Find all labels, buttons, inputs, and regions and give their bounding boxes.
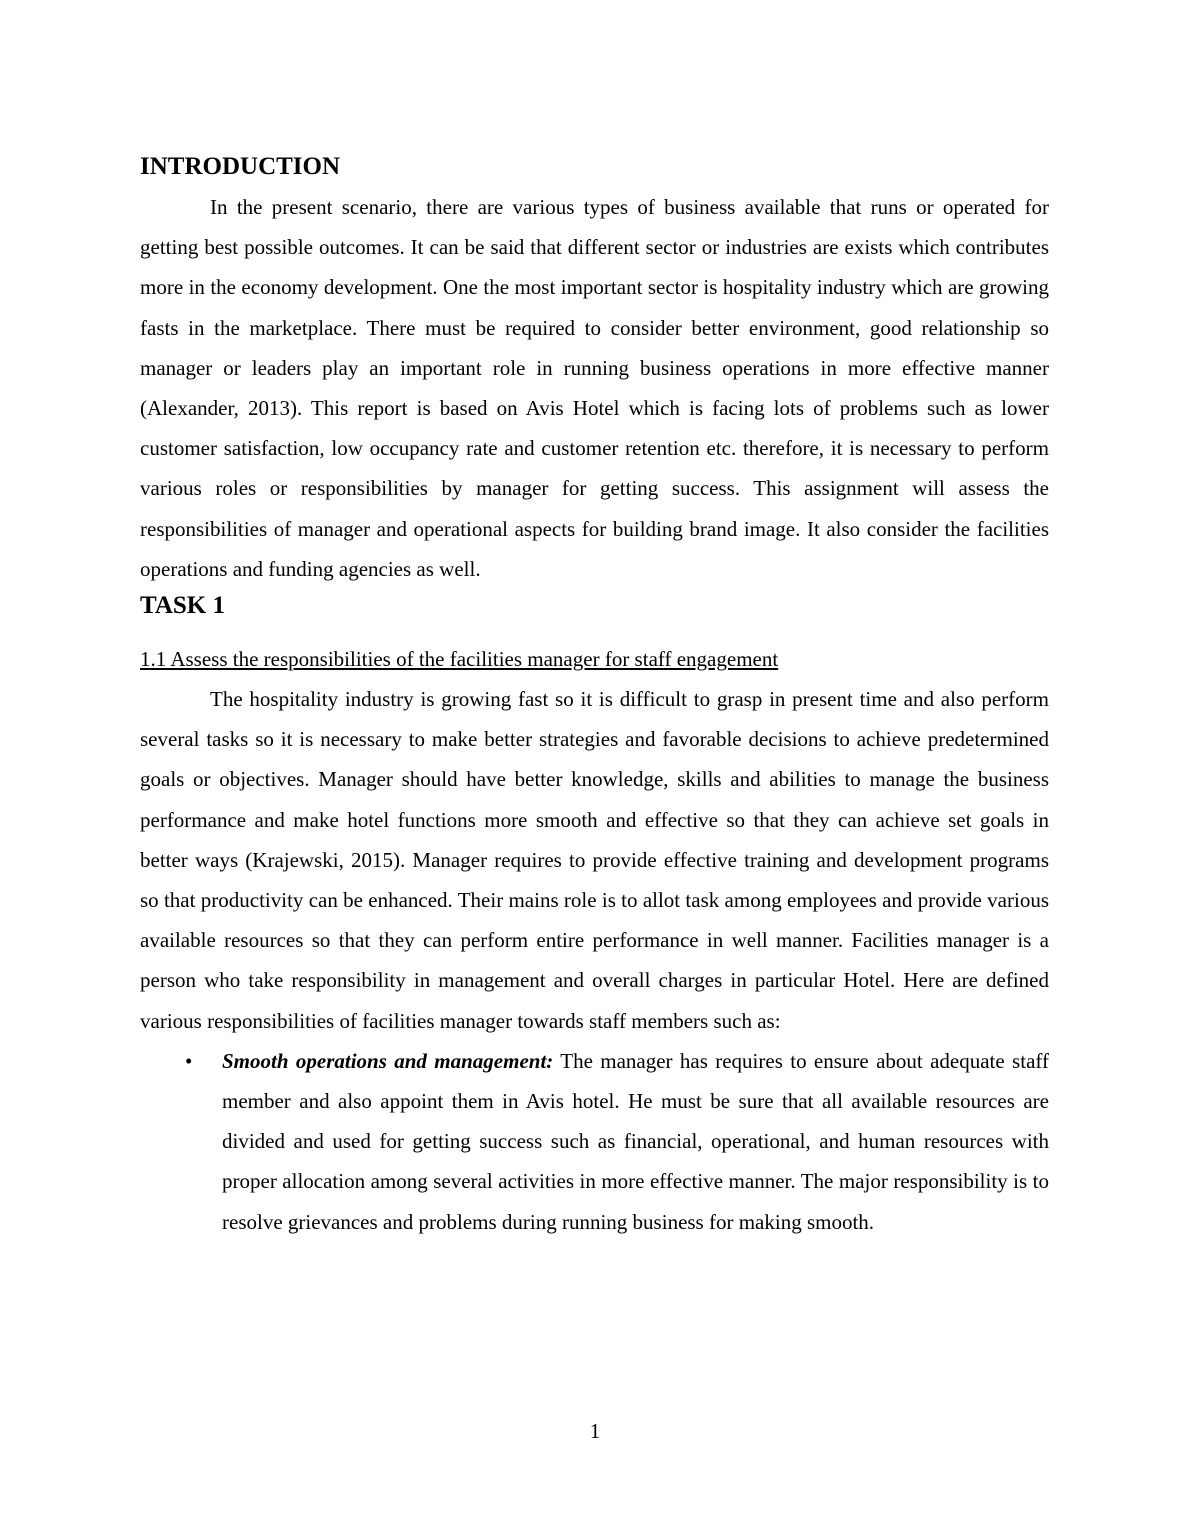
introduction-heading: INTRODUCTION xyxy=(140,153,341,180)
bullet-title: Smooth operations and management: xyxy=(222,1048,554,1073)
bullet-text: The manager has requires to ensure about adequate staff member and also appoint them in Avis hotel. He must be sure that all available resources are divided and used for getting success such as financial, operational, and human resources with proper allocation among several activities in more effective manner. The major responsibility is to resolve grievances and problems during running business for making smooth. xyxy=(222,1048,1049,1234)
bullet-icon: • xyxy=(185,1048,193,1073)
list-item xyxy=(140,1041,1049,1242)
introduction-paragraph: In the present scenario, there are various types of business available that runs or operated for getting best possible outcomes. It can be said that different sector or industries are exists which contributes more in the economy development. One the most important sector is hospitality industry which are growing fasts in the marketplace. There must be required to consider better environment, good relationship so manager or leaders play an important role in running business operations in more effective manner (Alexander, 2013). This report is based on Avis Hotel which is facing lots of problems such as lower customer satisfaction, low occupancy rate and customer retention etc. therefore, it is necessary to perform various roles or responsibilities by manager for getting success. This assignment will assess the responsibilities of manager and operational aspects for building brand image. It also consider the facilities operations and funding agencies as well. xyxy=(140,195,1049,581)
responsibilities-list xyxy=(140,1041,1049,1242)
task-1-paragraph: The hospitality industry is growing fast so it is difficult to grasp in present time and also perform several tasks so it is necessary to make better strategies and favorable decisions to achieve predetermined goals or objectives. Manager should have better knowledge, skills and abilities to manage the business performance and make hotel functions more smooth and effective so that they can achieve set goals in better ways (Krajewski, 2015). Manager requires to provide effective training and development programs so that productivity can be enhanced. Their mains role is to allot task among employees and provide various available resources so that they can perform entire performance in well manner. Facilities manager is a person who take responsibility in management and overall charges in particular Hotel. Here are defined various responsibilities of facilities manager towards staff members such as: xyxy=(140,687,1049,1033)
task-1-heading: TASK 1 xyxy=(140,592,225,620)
page-number: 1 xyxy=(589,1419,601,1443)
page-content xyxy=(140,150,1049,1242)
section-1-1-subheading: 1.1 Assess the responsibilities of the facilities manager for staff engagement xyxy=(140,647,779,672)
